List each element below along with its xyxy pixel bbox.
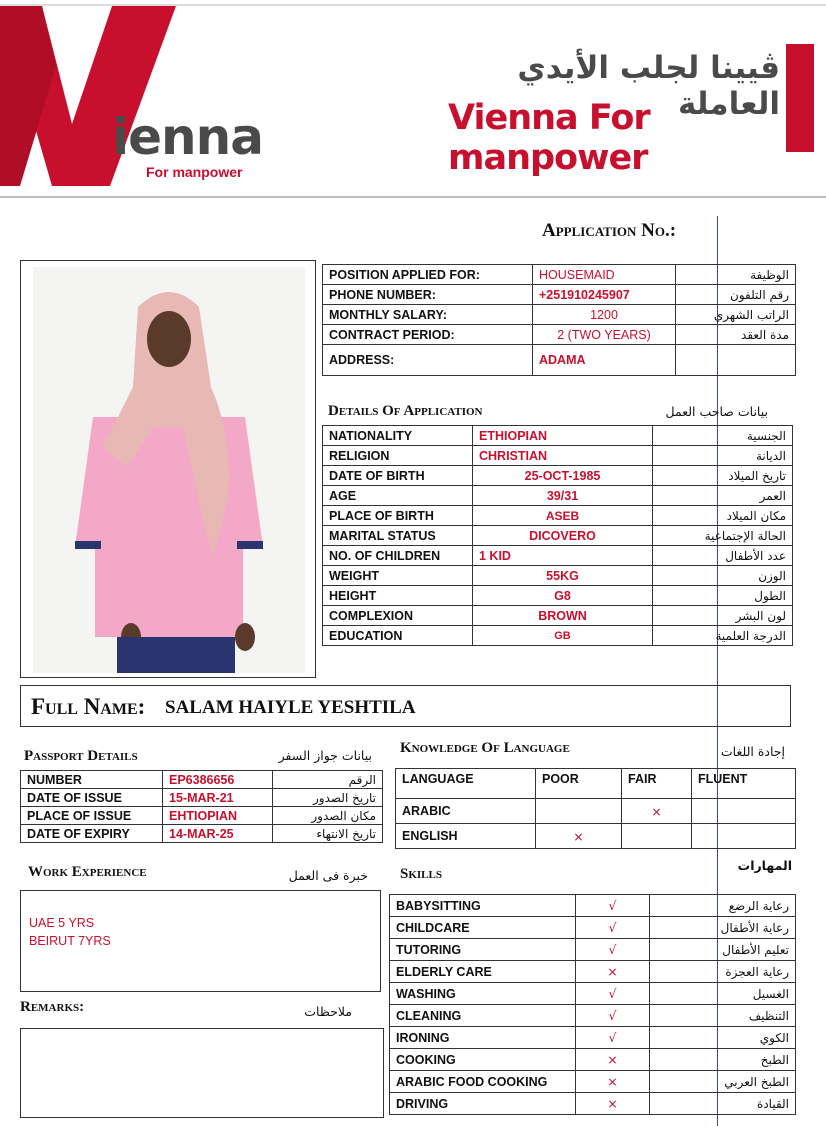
table-row: [323, 626, 793, 646]
skill-tutoring-ar: تعليم الأطفال: [650, 939, 796, 961]
work-experience-line: UAE 5 YRS: [29, 916, 95, 930]
table-row: [323, 606, 793, 626]
table-row: [21, 789, 383, 807]
passport-number-label: NUMBER: [21, 771, 163, 789]
table-row: [323, 285, 796, 305]
table-row: [390, 1049, 796, 1071]
skill-childcare: CHILDCARE: [390, 917, 576, 939]
nationality-label-ar: الجنسية: [653, 426, 793, 446]
skill-elderly-care-mark: ×: [576, 961, 650, 983]
details-table: [322, 425, 793, 646]
table-row: [390, 917, 796, 939]
dob-label-ar: تاريخ الميلاد: [653, 466, 793, 486]
issue-place-value: EHTIOPIAN: [163, 807, 273, 825]
complexion-label: COMPLEXION: [323, 606, 473, 626]
table-row: [323, 466, 793, 486]
skill-driving-ar: القيادة: [650, 1093, 796, 1115]
brand-english: Vienna For manpower: [448, 98, 650, 178]
table-row: [390, 1005, 796, 1027]
passport-table: [20, 770, 383, 843]
remarks-box: [20, 1028, 384, 1118]
table-row: [390, 983, 796, 1005]
weight-label-ar: الوزن: [653, 566, 793, 586]
skill-cooking-ar: الطبخ: [650, 1049, 796, 1071]
skill-babysitting: BABYSITTING: [390, 895, 576, 917]
remarks-title: Remarks:: [20, 999, 85, 1015]
pob-label-ar: مكان الميلاد: [653, 506, 793, 526]
phone-label: PHONE NUMBER:: [323, 285, 533, 305]
table-row: [21, 807, 383, 825]
issue-date-label-ar: تاريخ الصدور: [273, 789, 383, 807]
remarks-title-ar: ملاحظات: [304, 1004, 352, 1019]
address-label-ar: [676, 345, 796, 376]
english-fluent-mark: [692, 824, 796, 849]
height-label: HEIGHT: [323, 586, 473, 606]
marital-label-ar: الحالة الإجتماعية: [653, 526, 793, 546]
salary-value: 1200: [533, 305, 676, 325]
skill-cooking-mark: ×: [576, 1049, 650, 1071]
complexion-label-ar: لون البشر: [653, 606, 793, 626]
header-banner: [0, 0, 826, 198]
contract-label-ar: مدة العقد: [676, 325, 796, 345]
full-name-box: [20, 685, 791, 727]
language-table: [395, 768, 796, 849]
table-row: [323, 426, 793, 446]
details-title-ar: بيانات صاحب العمل: [665, 404, 768, 419]
age-label-ar: العمر: [653, 486, 793, 506]
age-value: 39/31: [473, 486, 653, 506]
header-right-bar: [786, 44, 814, 152]
weight-label: WEIGHT: [323, 566, 473, 586]
table-row: [323, 345, 796, 376]
skill-cleaning-mark: √: [576, 1005, 650, 1027]
table-row: [323, 506, 793, 526]
table-row: [396, 769, 796, 799]
height-label-ar: الطول: [653, 586, 793, 606]
position-table: [322, 264, 796, 376]
skill-ironing: IRONING: [390, 1027, 576, 1049]
skill-tutoring: TUTORING: [390, 939, 576, 961]
table-row: [390, 895, 796, 917]
position-label-ar: الوظيفة: [676, 265, 796, 285]
skill-arabic-food-cooking-ar: الطبخ العربي: [650, 1071, 796, 1093]
skill-babysitting-ar: رعاية الرضع: [650, 895, 796, 917]
table-row: [323, 566, 793, 586]
arabic-fair-mark: ×: [622, 799, 692, 824]
nationality-label: NATIONALITY: [323, 426, 473, 446]
poor-header: POOR: [536, 769, 622, 799]
photo-frame: [20, 260, 316, 678]
weight-value: 55KG: [473, 566, 653, 586]
age-label: AGE: [323, 486, 473, 506]
details-title: Details Of Application: [328, 403, 483, 419]
english-fair-mark: [622, 824, 692, 849]
table-row: [323, 586, 793, 606]
skill-childcare-ar: رعاية الأطفال: [650, 917, 796, 939]
skill-elderly-care: ELDERLY CARE: [390, 961, 576, 983]
phone-value: +251910245907: [533, 285, 676, 305]
marital-label: MARITAL STATUS: [323, 526, 473, 546]
table-row: [323, 305, 796, 325]
dob-value: 25-OCT-1985: [473, 466, 653, 486]
arabic-fluent-mark: [692, 799, 796, 824]
passport-number-value: EP6386656: [163, 771, 273, 789]
table-row: [323, 526, 793, 546]
brand-arabic: ڤيينا لجلب الأيدي العاملة: [517, 50, 780, 122]
skill-washing-mark: √: [576, 983, 650, 1005]
skill-cleaning: CLEANING: [390, 1005, 576, 1027]
fluent-header: FLUENT: [692, 769, 796, 799]
table-row: [390, 961, 796, 983]
applicant-photo: [33, 267, 305, 673]
table-row: [396, 799, 796, 824]
expiry-date-label: DATE OF EXPIRY: [21, 825, 163, 843]
education-label-ar: الدرجة العلمية: [653, 626, 793, 646]
expiry-date-label-ar: تاريخ الانتهاء: [273, 825, 383, 843]
skill-washing: WASHING: [390, 983, 576, 1005]
arabic-label: ARABIC: [396, 799, 536, 824]
table-row: [21, 825, 383, 843]
phone-label-ar: رقم التلفون: [676, 285, 796, 305]
pob-label: PLACE OF BIRTH: [323, 506, 473, 526]
skill-driving: DRIVING: [390, 1093, 576, 1115]
religion-label-ar: الديانة: [653, 446, 793, 466]
skill-ironing-ar: الكوي: [650, 1027, 796, 1049]
skill-childcare-mark: √: [576, 917, 650, 939]
language-title-ar: إجادة اللغات: [720, 744, 785, 759]
children-label: NO. OF CHILDREN: [323, 546, 473, 566]
work-experience-box: [20, 890, 381, 992]
passport-title: Passport Details: [24, 748, 138, 764]
issue-place-label-ar: مكان الصدور: [273, 807, 383, 825]
skills-title-ar: المهارات: [737, 858, 792, 873]
skills-table: [389, 894, 796, 1115]
religion-label: RELIGION: [323, 446, 473, 466]
dob-label: DATE OF BIRTH: [323, 466, 473, 486]
nationality-value: ETHIOPIAN: [473, 426, 653, 446]
application-no-label: Application No.:: [542, 220, 677, 241]
skill-babysitting-mark: √: [576, 895, 650, 917]
work-experience-title: Work Experience: [28, 864, 147, 880]
salary-label-ar: الراتب الشهري: [676, 305, 796, 325]
logo-word: ienna: [112, 108, 263, 166]
religion-value: CHRISTIAN: [473, 446, 653, 466]
height-value: G8: [473, 586, 653, 606]
address-value: ADAMA: [533, 345, 676, 376]
full-name-label: Full Name:: [31, 694, 146, 719]
table-row: [21, 771, 383, 789]
skill-elderly-care-ar: رعاية العجزة: [650, 961, 796, 983]
english-poor-mark: ×: [536, 824, 622, 849]
table-row: [390, 1027, 796, 1049]
skills-title: Skills: [400, 866, 442, 882]
table-row: [390, 1071, 796, 1093]
language-header: LANGUAGE: [396, 769, 536, 799]
issue-date-value: 15-MAR-21: [163, 789, 273, 807]
skill-ironing-mark: √: [576, 1027, 650, 1049]
table-row: [390, 1093, 796, 1115]
children-value: 1 KID: [473, 546, 653, 566]
table-row: [396, 824, 796, 849]
passport-number-label-ar: الرقم: [273, 771, 383, 789]
address-label: ADDRESS:: [323, 345, 533, 376]
issue-place-label: PLACE OF ISSUE: [21, 807, 163, 825]
salary-label: MONTHLY SALARY:: [323, 305, 533, 325]
work-experience-line: BEIRUT 7YRS: [29, 934, 111, 948]
issue-date-label: DATE OF ISSUE: [21, 789, 163, 807]
logo-subtitle: For manpower: [146, 164, 243, 180]
marital-value: DICOVERO: [473, 526, 653, 546]
work-experience-title-ar: خبرة فى العمل: [288, 868, 368, 883]
skill-arabic-food-cooking-mark: ×: [576, 1071, 650, 1093]
passport-title-ar: بيانات جواز السفر: [278, 748, 372, 763]
education-label: EDUCATION: [323, 626, 473, 646]
children-label-ar: عدد الأطفال: [653, 546, 793, 566]
expiry-date-value: 14-MAR-25: [163, 825, 273, 843]
skill-cleaning-ar: التنظيف: [650, 1005, 796, 1027]
skill-driving-mark: ×: [576, 1093, 650, 1115]
skill-cooking: COOKING: [390, 1049, 576, 1071]
pob-value: ASEB: [473, 506, 653, 526]
table-row: [323, 546, 793, 566]
complexion-value: BROWN: [473, 606, 653, 626]
language-title: Knowledge Of Language: [400, 740, 570, 756]
table-row: [323, 325, 796, 345]
position-value: HOUSEMAID: [533, 265, 676, 285]
education-value: GB: [473, 626, 653, 646]
table-row: [323, 265, 796, 285]
contract-label: CONTRACT PERIOD:: [323, 325, 533, 345]
arabic-poor-mark: [536, 799, 622, 824]
table-row: [390, 939, 796, 961]
fair-header: FAIR: [622, 769, 692, 799]
skill-tutoring-mark: √: [576, 939, 650, 961]
skill-arabic-food-cooking: ARABIC FOOD COOKING: [390, 1071, 576, 1093]
position-label: POSITION APPLIED FOR:: [323, 265, 533, 285]
contract-value: 2 (TWO YEARS): [533, 325, 676, 345]
table-row: [323, 486, 793, 506]
header-bottom-line: [0, 196, 826, 198]
english-label: ENGLISH: [396, 824, 536, 849]
skill-washing-ar: الغسيل: [650, 983, 796, 1005]
full-name-value: SALAM HAIYLE YESHTILA: [165, 697, 416, 718]
table-row: [323, 446, 793, 466]
